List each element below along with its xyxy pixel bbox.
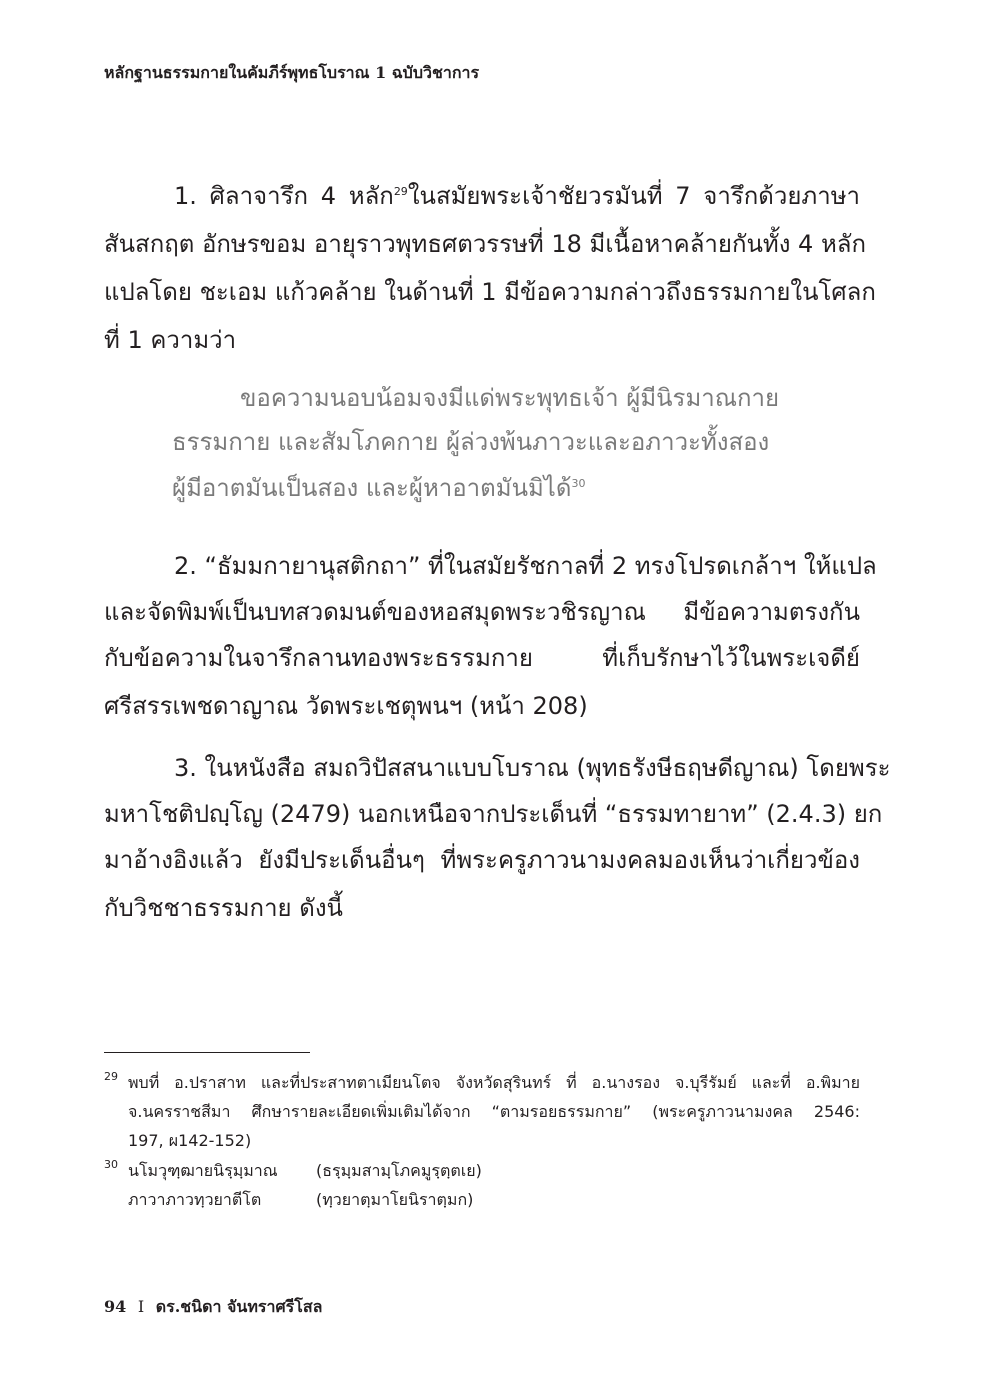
quote-line-2: ธรรมกาย และสัมโภคกาย ผู้ล่วงพ้นภาวะและอภาวะทั้งสอง xyxy=(172,428,770,456)
footnote-29-number: 29 xyxy=(104,1070,118,1083)
running-title: หลักฐานธรรมกายในคัมภีร์พุทธโบราณ 1 ฉบับวิชาการ xyxy=(104,63,480,82)
item2-line-2: และจัดพิมพ์เป็นบทสวดมนต์ของหอสมุดพระวชิรญาณ มีข้อความตรงกัน xyxy=(104,598,860,626)
item3-line-3: มาอ้างอิงแล้ว ยังมีประเด็นอื่นๆ ที่พระครูภาวนามงคลมองเห็นว่าเกี่ยวข้อง xyxy=(104,846,860,874)
item3-line-1: 3. ในหนังสือ สมถวิปัสสนาแบบโบราณ (พุทธรังษีธฤษดีญาณ) โดยพระ xyxy=(174,754,891,782)
item3-line-4: กับวิชชาธรรมกาย ดังนี้ xyxy=(104,894,343,922)
footnote-30-row-1 xyxy=(128,1158,860,1184)
footnote-29-line-2: จ.นครราชสีมา ศึกษารายละเอียดเพิ่มเติมได้จาก “ตามรอยธรรมกาย” (พระครูภาวนามงคล 2546: xyxy=(128,1102,860,1121)
footnote-30-sanskrit-1: (ธรฺมฺมสามฺโภคมูรฺตฺตเย) xyxy=(316,1161,482,1180)
page-footer xyxy=(104,1296,322,1318)
footnote-30-pali-2: ภาวาภาวทฺวยาตีโต xyxy=(128,1190,262,1209)
quote-line-3: ผู้มีอาตมันเป็นสอง และผู้หาอาตมันมิได้$^{30}$ xyxy=(172,474,586,502)
footnote-divider xyxy=(104,1052,310,1053)
running-header xyxy=(104,62,479,84)
footnote-29-line-1: พบที่ อ.ปราสาท และที่ประสาทตาเมียนโตจ จังหวัดสุรินทร์ ที่ อ.นางรอง จ.บุรีรัมย์ และที่ อ.พิมาย xyxy=(128,1073,860,1092)
footnote-29-line-3: 197, ผ142-152) xyxy=(128,1131,252,1150)
footer-separator: I xyxy=(137,1297,145,1316)
item1-line-3: แปลโดย ชะเอม แก้วคล้าย ในด้านที่ 1 มีข้อความกล่าวถึงธรรมกายในโศลก xyxy=(104,278,876,306)
item2-line-4: ศรีสรรเพชดาญาณ วัดพระเชตุพนฯ (หน้า 208) xyxy=(104,692,588,720)
page-number: 94 xyxy=(104,1297,127,1316)
footnote-30-sanskrit-2: (ทฺวยาตฺมาโยนิราตฺมก) xyxy=(316,1190,474,1209)
item1-line-4: ที่ 1 ความว่า xyxy=(104,326,237,354)
footnote-30-number: 30 xyxy=(104,1158,118,1171)
item1-line-1: 1. ศิลาจารึก 4 หลัก$^{29}$ในสมัยพระเจ้าชัยวรมันที่ 7 จารึกด้วยภาษา xyxy=(174,182,860,210)
footnote-ref-29[interactable]: 29 xyxy=(393,185,408,198)
item3-line-2: มหาโชติปญฺโญ (2479) นอกเหนือจากประเด็นที่ “ธรรมทายาท” (2.4.3) ยก xyxy=(104,800,883,828)
item2-line-3: กับข้อความในจารึกลานทองพระธรรมกาย ที่เก็บรักษาไว้ในพระเจดีย์ xyxy=(104,644,860,672)
quote-line-1: ขอความนอบน้อมจงมีแด่พระพุทธเจ้า ผู้มีนิรมาณกาย xyxy=(240,384,780,412)
item2-line-1: 2. “ธัมมกายานุสติกถา” ที่ในสมัยรัชกาลที่ 2 ทรงโปรดเกล้าฯ ให้แปล xyxy=(174,552,877,580)
footnote-30-row-2 xyxy=(128,1187,860,1213)
footnote-ref-30[interactable]: 30 xyxy=(571,477,586,490)
author-name: ดร.ชนิดา จันทราศรีโสล xyxy=(155,1297,323,1316)
footnote-30-pali-1: นโมวุฑฺฒายนิรฺมฺมาณ xyxy=(128,1161,278,1180)
item1-line-2: สันสกฤต อักษรขอม อายุราวพุทธศตวรรษที่ 18 มีเนื้อหาคล้ายกันทั้ง 4 หลัก xyxy=(104,230,867,258)
